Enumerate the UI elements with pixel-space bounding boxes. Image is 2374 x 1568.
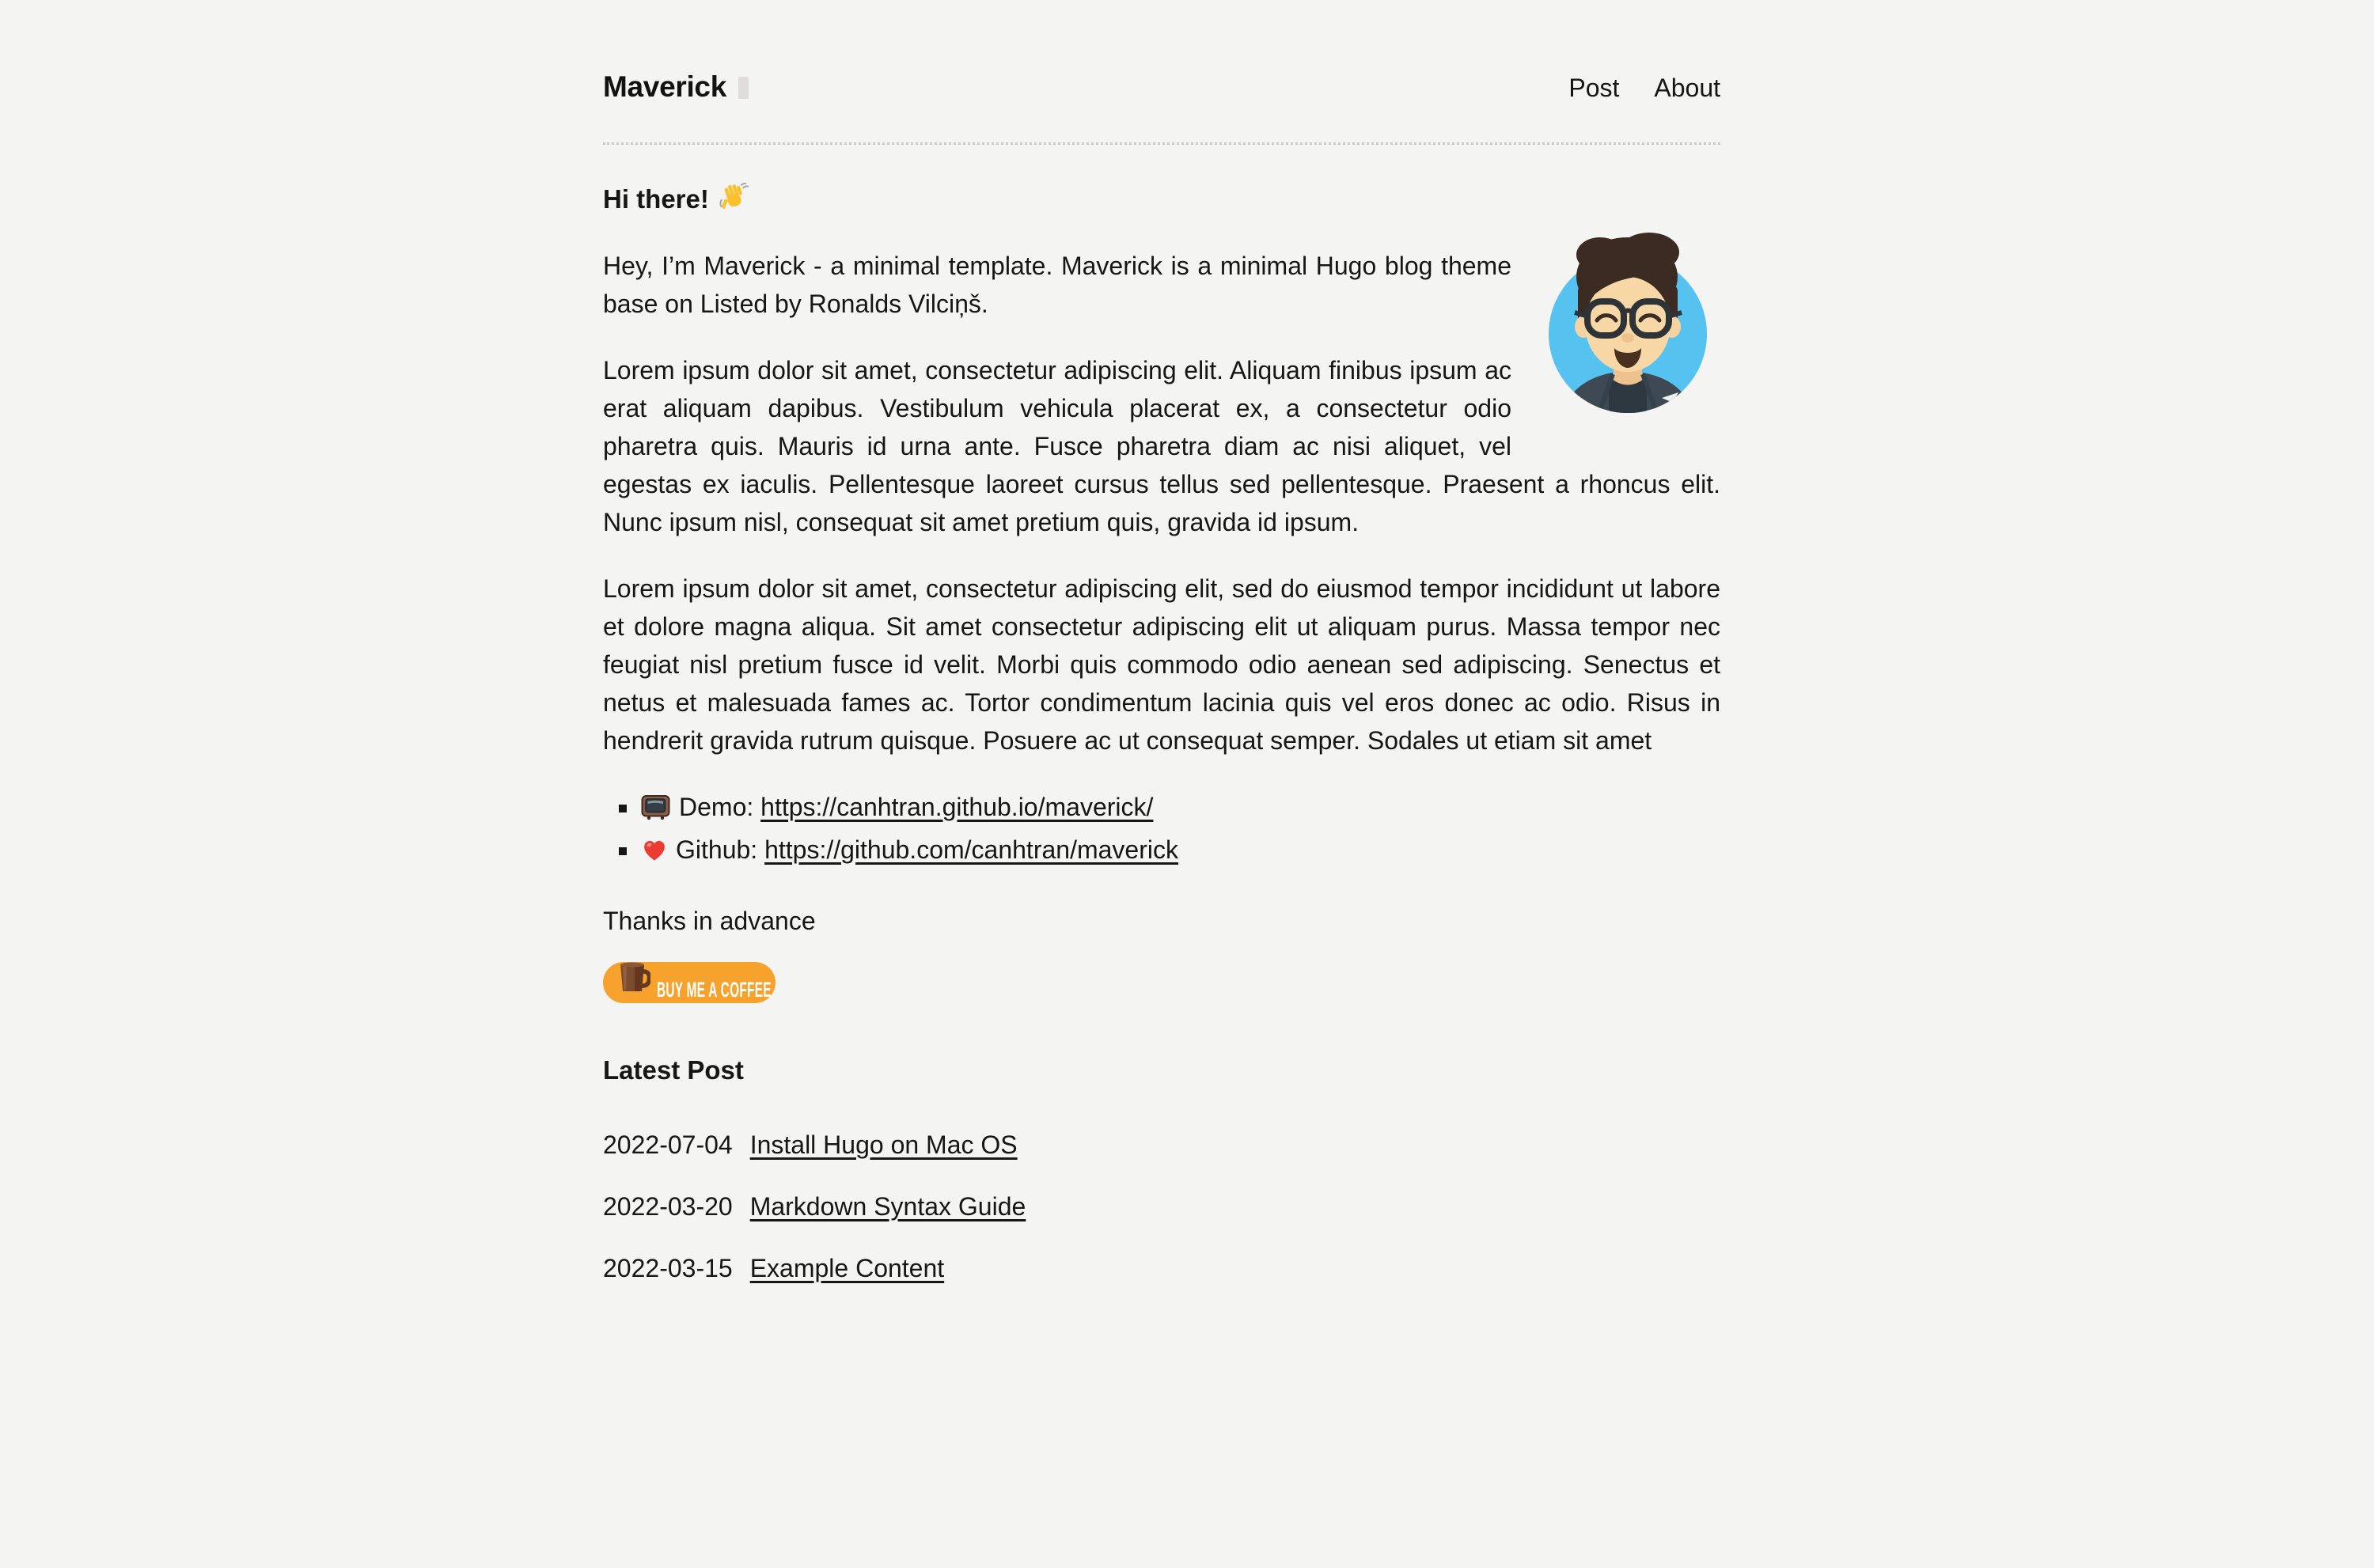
resource-link-github[interactable]: https://github.com/canhtran/maverick xyxy=(764,835,1178,864)
site-title-text: Maverick xyxy=(603,70,726,103)
resource-item-demo xyxy=(639,788,1720,831)
post-link[interactable]: Markdown Syntax Guide xyxy=(749,1192,1026,1221)
latest-posts-heading: Latest Post xyxy=(603,1055,744,1085)
bmc-label: BUY ME A COFFEE xyxy=(657,978,772,1002)
post-link[interactable]: Example Content xyxy=(749,1254,945,1282)
resource-label: Demo: xyxy=(679,793,754,821)
thanks-text: Thanks in advance xyxy=(603,907,816,935)
nav-link-about[interactable]: About xyxy=(1654,74,1720,102)
intro-heading xyxy=(603,180,1720,219)
bmc-wrapper xyxy=(603,962,1720,1005)
site-header xyxy=(603,36,1720,145)
resource-list xyxy=(603,788,1720,873)
bmc-label-box xyxy=(657,969,772,1002)
man-avatar-illustration xyxy=(1546,231,1711,415)
resource-link-demo[interactable]: https://canhtran.github.io/maverick/ xyxy=(760,793,1154,821)
lorem-paragraph-2: Lorem ipsum dolor sit amet, consectetur adipiscing elit, sed do eiusmod tempor incididunt ut labore et dolore magna aliqua. Sit amet consectetur adipiscing elit ut aliquam purus. Massa tempor nec feugiat nisl pretium fusce id velit. Morbi quis commodo odio aenean sed adipiscing. Senectus et netus et malesuada fames ac. Tortor condimentum lacinia quis vel eros donec ac odio. Risus in hendrerit gravida rutrum quisque. Posuere ac ut consequat semper. Sodales ut etiam sit amet xyxy=(603,574,1720,755)
nav-link-post[interactable]: Post xyxy=(1568,74,1620,102)
coffee-mug-icon xyxy=(614,961,650,1005)
lorem-paragraph-1: Lorem ipsum dolor sit amet, consectetur adipiscing elit. Aliquam finibus ipsum ac erat aliquam dapibus. Vestibulum vehicula placerat ex, a consectetur odio pharetra quis. Mauris id urna ante. Fusce pharetra diam ac nisi aliquet, vel egestas ex iaculis. Pellentesque laoreet cursus tellus sed pellentesque. Praesent a rhoncus elit. Nunc ipsum nisl, consequat sit amet pretium quis, gravida id ipsum. xyxy=(603,356,1720,536)
buy-me-a-coffee-button[interactable] xyxy=(603,962,776,1003)
typing-cursor xyxy=(738,77,749,99)
resource-item-github xyxy=(639,831,1720,873)
intro-heading-text: Hi there! xyxy=(603,184,709,214)
main-nav xyxy=(1568,69,1720,107)
post-item xyxy=(603,1249,1720,1287)
post-item xyxy=(603,1126,1720,1164)
resource-label: Github: xyxy=(676,835,758,864)
tv-icon xyxy=(641,793,671,831)
post-date: 2022-03-15 xyxy=(603,1254,733,1282)
post-date: 2022-03-20 xyxy=(603,1192,733,1221)
post-date: 2022-07-04 xyxy=(603,1131,733,1159)
post-item xyxy=(603,1187,1720,1225)
post-link[interactable]: Install Hugo on Mac OS xyxy=(749,1131,1018,1159)
site-title[interactable] xyxy=(603,65,749,109)
red-heart-icon xyxy=(641,835,668,873)
content-container xyxy=(603,0,1720,1287)
post-list xyxy=(603,1126,1720,1287)
intro-paragraph: Hey, I’m Maverick - a minimal template. Maverick is a minimal Hugo blog theme base on Listed by Ronalds Vilciņš. xyxy=(603,252,1511,318)
waving-hand-icon xyxy=(719,183,749,213)
